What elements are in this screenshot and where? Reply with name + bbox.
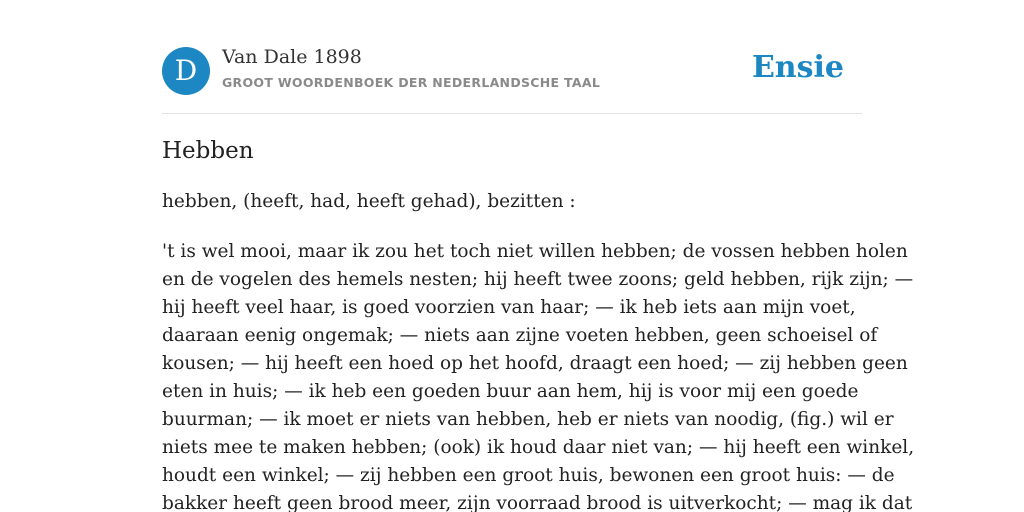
source-logo-badge[interactable]: D [162,47,210,95]
source-subtitle: GROOT WOORDENBOEK DER NEDERLANDSCHE TAAL [222,75,601,90]
entry-body-line: daaraan eenig ongemak; — niets aan zijne voeten hebben, geen schoeisel of [162,325,878,346]
entry-body-line: kousen; — hij heeft een hoed op het hoofd, draagt een hoed; — zij hebben geen [162,353,908,374]
header-divider [162,113,862,114]
entry-body-line: niets mee te maken hebben; (ook) ik houd daar niet van; — hij heeft een winkel, [162,437,915,458]
header [162,46,862,96]
entry-body-line: hij heeft veel haar, is goed voorzien van haar; — ik heb iets aan mijn voet, [162,297,856,318]
source-title[interactable]: Van Dale 1898 [222,46,362,68]
entry-body [162,238,915,512]
brand-logo[interactable]: Ensie [751,50,844,85]
entry-headword: Hebben [162,138,254,164]
entry-body-line: en de vogelen des hemels nesten; hij heeft twee zoons; geld hebben, rijk zijn; — [162,269,914,290]
entry-body-line: houdt een winkel; — zij hebben een groot huis, bewonen een groot huis: — de [162,465,895,486]
entry-body-line: bakker heeft geen brood meer, zijn voorraad brood is uitverkocht; — mag ik dat [162,493,913,512]
entry-definition: hebben, (heeft, had, heeft gehad), bezitten : [162,191,576,212]
entry-body-line: buurman; — ik moet er niets van hebben, heb er niets van noodig, (fig.) wil er [162,409,894,430]
entry-body-line: eten in huis; — ik heb een goeden buur aan hem, hij is voor mij een goede [162,381,859,402]
entry-body-line: 't is wel mooi, maar ik zou het toch niet willen hebben; de vossen hebben holen [162,241,908,262]
